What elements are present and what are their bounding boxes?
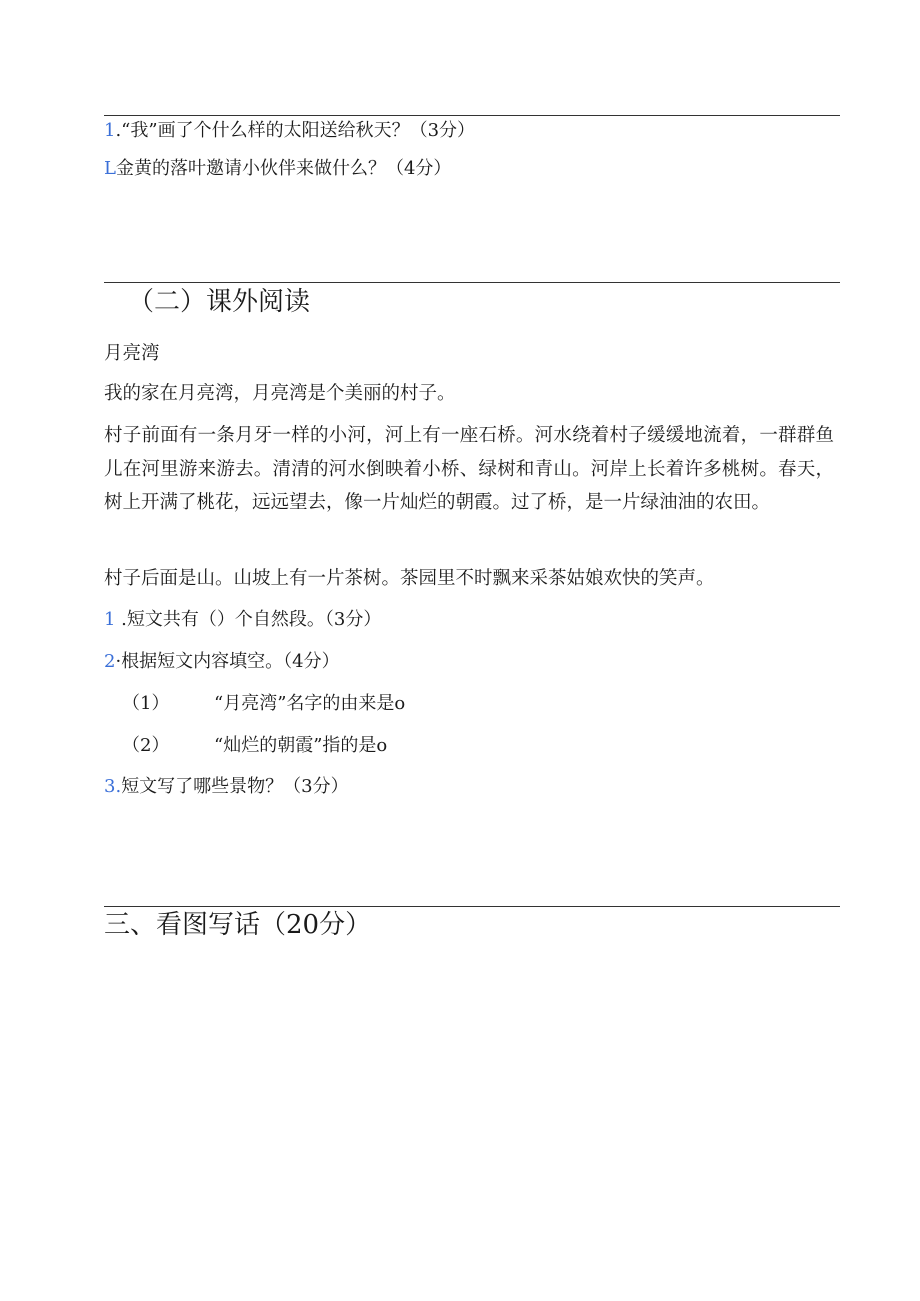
question-number: L — [104, 158, 116, 179]
paragraph-3: 村子后面是山。山坡上有一片茶树。茶园里不时飘来采茶姑娘欢快的笑声。 — [104, 568, 715, 589]
section-heading-writing: 三、看图写话（20分） — [104, 910, 372, 940]
passage-title: 月亮湾 — [104, 343, 160, 364]
question-text: ·根据短文内容填空。（4分） — [115, 651, 340, 672]
sub-question-text: “灿烂的朝霞”指的是o — [214, 735, 388, 756]
sub-question-label: （1） — [122, 693, 170, 714]
question-text: .“我”画了个什么样的太阳送给秋天？（3分） — [115, 120, 476, 141]
question-text: 短文写了哪些景物？（3分） — [121, 776, 349, 797]
question-number: 2 — [104, 651, 116, 672]
question-text: .短文共有（）个自然段。（3分） — [115, 609, 382, 630]
sub-question-label: （2） — [122, 735, 170, 756]
question-1 — [104, 120, 475, 142]
sub-question-text: “月亮湾”名字的由来是o — [214, 693, 406, 714]
paragraph-1: 我的家在月亮湾，月亮湾是个美丽的村子。 — [104, 383, 456, 404]
question-number: 1 — [104, 120, 116, 141]
question-number: 1 — [104, 609, 116, 630]
question-text: 金黄的落叶邀请小伙伴来做什么？（4分） — [115, 158, 452, 179]
paragraph-2: 村子前面有一条月牙一样的小河，河上有一座石桥。河水绕着村子缓缓地流着，一群群鱼儿在河里游来游去。清清的河水倒映着小桥、绿树和青山。河岸上长着许多桃树。春天，树上开满了桃花，远远望去，像一片灿烂的朝霞。过了桥，是一片绿油油的农田。 — [104, 425, 834, 513]
section-heading-reading: （二）课外阅读 — [128, 287, 311, 317]
reading-question-3 — [104, 776, 349, 798]
question-number: 3. — [104, 776, 122, 797]
reading-question-1 — [104, 609, 381, 631]
divider-top — [104, 115, 840, 116]
reading-question-2 — [104, 651, 340, 673]
divider-section-3 — [104, 906, 840, 907]
divider-section-2 — [104, 282, 840, 283]
question-2 — [104, 158, 451, 180]
